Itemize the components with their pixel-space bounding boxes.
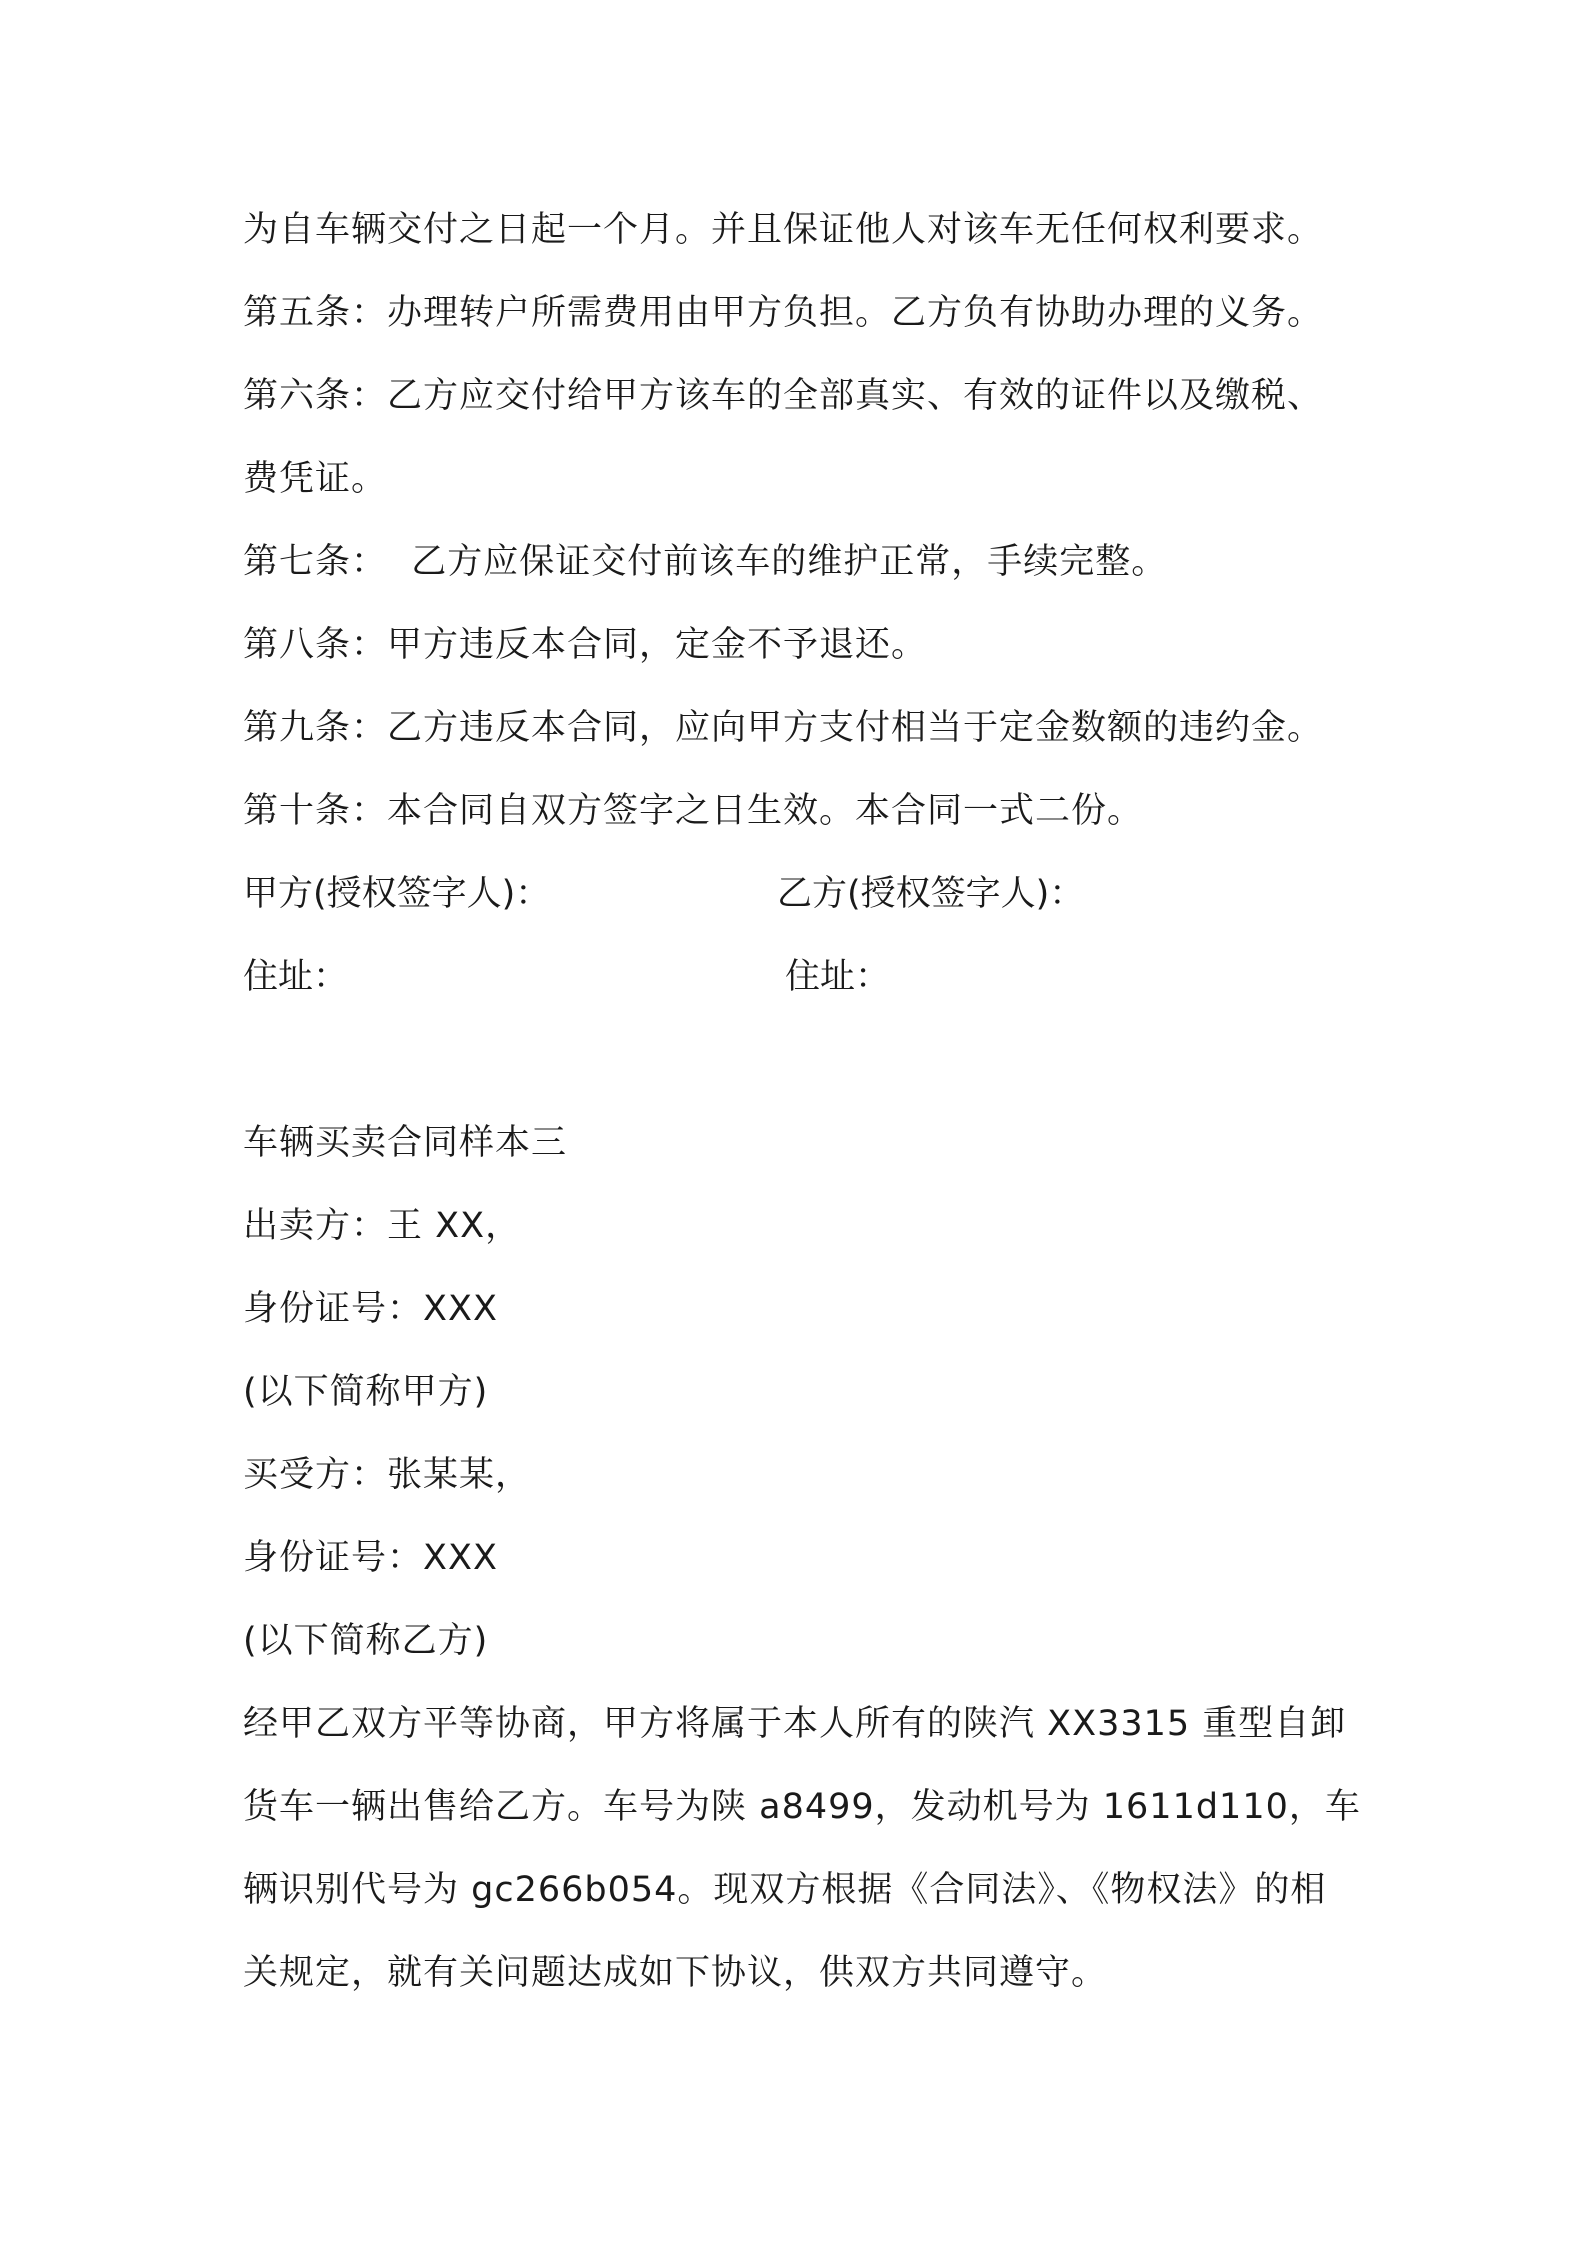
clause-6-continuation: 费凭证。 [243, 459, 388, 499]
party-a-signature-label: 甲方(授权签字人)： [243, 874, 551, 914]
seller-id-line: 身份证号：XXX [243, 1289, 498, 1329]
buyer-line: 买受方：张某某， [243, 1455, 532, 1495]
clause-continuation: 为自车辆交付之日起一个月。并且保证他人对该车无任何权利要求。 [243, 210, 1324, 250]
clause-8: 第八条：甲方违反本合同，定金不予退还。 [243, 625, 928, 665]
sample-title: 车辆买卖合同样本三 [243, 1123, 568, 1163]
seller-alias-line: (以下简称甲方) [243, 1372, 489, 1412]
party-b-address-label: 住址： [785, 957, 891, 997]
buyer-id-line: 身份证号：XXX [243, 1538, 498, 1578]
intro-paragraph-line: 关规定，就有关问题达成如下协议，供双方共同遵守。 [243, 1953, 1108, 1993]
intro-paragraph-line: 辆识别代号为 gc266b054。现双方根据《合同法》、《物权法》的相 [243, 1870, 1327, 1910]
party-a-address-label: 住址： [243, 957, 349, 997]
intro-paragraph-line: 货车一辆出售给乙方。车号为陕 a8499，发动机号为 1611d110，车 [243, 1787, 1361, 1827]
clause-10: 第十条：本合同自双方签字之日生效。本合同一式二份。 [243, 791, 1144, 831]
clause-6: 第六条：乙方应交付给甲方该车的全部真实、有效的证件以及缴税、 [243, 376, 1324, 416]
clause-9: 第九条：乙方违反本合同，应向甲方支付相当于定金数额的违约金。 [243, 708, 1324, 748]
party-b-signature-label: 乙方(授权签字人)： [777, 874, 1085, 914]
seller-line: 出卖方：王 XX， [243, 1206, 522, 1246]
buyer-alias-line: (以下简称乙方) [243, 1621, 489, 1661]
intro-paragraph-line: 经甲乙双方平等协商，甲方将属于本人所有的陕汽 XX3315 重型自卸 [243, 1704, 1347, 1744]
clause-7: 第七条： 乙方应保证交付前该车的维护正常，手续完整。 [243, 542, 1168, 582]
clause-5: 第五条：办理转户所需费用由甲方负担。乙方负有协助办理的义务。 [243, 293, 1324, 333]
